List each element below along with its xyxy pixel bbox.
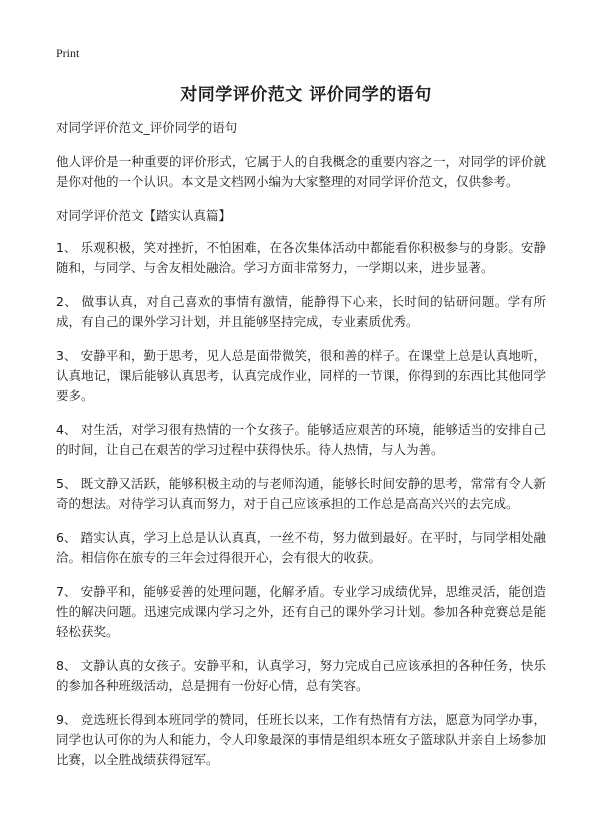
document-body xyxy=(56,118,546,784)
document-title: 对同学评价范文 评价同学的语句 xyxy=(180,85,432,105)
list-item: 2、 做事认真，对自己喜欢的事情有激情，能静得下心来，长时间的钻研问题。学有所成，有自己的课外学习计划，并且能够坚持完成，专业素质优秀。 xyxy=(56,294,546,329)
list-item: 8、 文静认真的女孩子。安静平和，认真学习，努力完成自己应该承担的各种任务，快乐的参加各种班级活动，总是拥有一份好心情，总有笑容。 xyxy=(56,658,546,693)
list-item: 6、 踏实认真，学习上总是认认真真，一丝不苟，努力做到最好。在平时，与同学相处融洽。相信你在旅专的三年会过得很开心，会有很大的收获。 xyxy=(56,530,546,565)
print-link[interactable]: Print xyxy=(56,46,80,60)
list-item: 5、 既文静又活跃，能够积极主动的与老师沟通，能够长时间安静的思考，常常有令人新奇的想法。对待学习认真而努力，对于自己应该承担的工作总是高高兴兴的去完成。 xyxy=(56,476,546,511)
list-item: 1、 乐观积极，笑对挫折，不怕困难，在各次集体活动中都能看你积极参与的身影。安静随和，与同学、与舍友相处融洽。学习方面非常努力，一学期以来，进步显著。 xyxy=(56,240,546,275)
list-item: 7、 安静平和，能够妥善的处理问题，化解矛盾。专业学习成绩优异，思维灵活，能创造性的解决问题。迅速完成课内学习之外，还有自己的课外学习计划。参加各种竞赛总是能轻松获奖。 xyxy=(56,584,546,639)
intro-paragraph: 他人评价是一种重要的评价形式，它属于人的自我概念的重要内容之一，对同学的评价就是你对他的一个认识。本文是文档网小编为大家整理的对同学评价范文，仅供参考。 xyxy=(56,154,546,189)
section-heading: 对同学评价范文【踏实认真篇】 xyxy=(56,208,232,223)
list-item: 3、 安静平和，勤于思考，见人总是面带微笑，很和善的样子。在课堂上总是认真地听，认真地记，课后能够认真思考，认真完成作业，同样的一节课，你得到的东西比其他同学要多。 xyxy=(56,348,546,403)
list-item: 4、 对生活，对学习很有热情的一个女孩子。能够适应艰苦的环境，能够适当的安排自己的时间，让自己在艰苦的学习过程中获得快乐。待人热情，与人为善。 xyxy=(56,422,546,457)
document-subtitle: 对同学评价范文_评价同学的语句 xyxy=(56,120,238,135)
list-item: 9、 竞选班长得到本班同学的赞同，任班长以来，工作有热情有方法，愿意为同学办事，同学也认可你的为人和能力，令人印象最深的事情是组织本班女子篮球队并亲自上场参加比赛，以全胜战绩获得冠军。 xyxy=(56,712,546,767)
